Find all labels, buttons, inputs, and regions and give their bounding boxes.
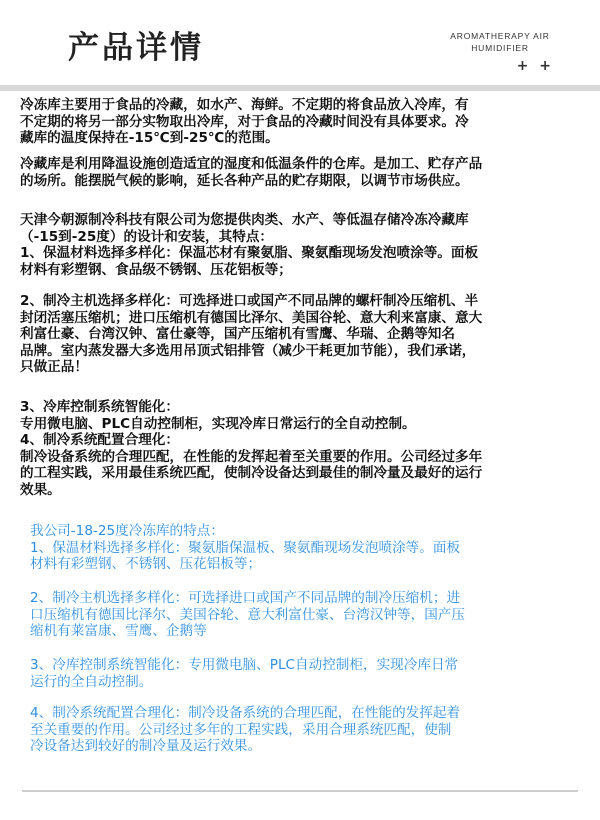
page-header: [0, 0, 600, 88]
header-divider: [0, 85, 600, 91]
page-title: 产品详情: [68, 30, 204, 66]
intro-paragraph-3: 天津今朝源制冷科技有限公司为您提供肉类、水产、等低温存储冷冻冷藏库 （-15到-25度）的设计和安装，其特点： 1、保温材料选择多样化：保温芯材有聚氨脂、聚氨酯现场发泡喷涂等。面板 材料有彩塑钢、食品级不锈钢、压花铝板等；: [20, 212, 479, 278]
feature-paragraph-1: 我公司-18-25度冷冻库的特点： 1、保温材料选择多样化：聚氨脂保温板、聚氨酯现场发泡喷涂等。面板 材料有彩塑钢、不锈钢、压花铝板等；: [30, 523, 461, 572]
feature-paragraph-3: 3、冷库控制系统智能化：专用微电脑、PLC自动控制柜，实现冷库日常 运行的全自动控制。: [30, 657, 459, 690]
intro-paragraph-2: 冷藏库是利用降温设施创造适宜的湿度和低温条件的仓库。是加工、贮存产品 的场所。能摆脱气候的影响，延长各种产品的贮存期限，以调节市场供应。: [20, 156, 483, 189]
brand-label: AROMATHERAPY AIR HUMIDIFIER: [450, 31, 550, 53]
intro-paragraph-1: 冷冻库主要用于食品的冷藏，如水产、海鲜。不定期的将食品放入冷库，有 不定期的将另一部分实物取出冷库，对于食品的冷藏时间没有具体要求。冷 藏库的温度保持在-15℃到-25℃的范围。: [20, 97, 469, 146]
plus-decoration: + +: [516, 58, 554, 74]
feature-paragraph-2: 2、制冷主机选择多样化：可选择进口或国产不同品牌的制冷压缩机；进 口压缩机有德国比泽尔、美国谷轮、意大利富仕豪、台湾汉钟等，国产压 缩机有莱富康、雪鹰、企鹅等: [30, 590, 465, 639]
feature-paragraph-4: 4、制冷系统配置合理化：制冷设备系统的合理匹配，在性能的发挥起着 至关重要的作用。公司经过多年的工程实践，采用合理系统匹配，使制 冷设备达到较好的制冷量及运行效果。: [30, 705, 461, 754]
footer-divider: [22, 790, 578, 792]
intro-paragraph-5: 3、冷库控制系统智能化： 专用微电脑、PLC自动控制柜，实现冷库日常运行的全自动控制。 4、制冷系统配置合理化： 制冷设备系统的合理匹配，在性能的发挥起着至关重要的作用。公司经过多年 的工程实践，采用最佳系统匹配，使制冷设备达到最佳的制冷量及最好的运行 效果。: [20, 399, 483, 498]
intro-paragraph-4: 2、制冷主机选择多样化：可选择进口或国产不同品牌的螺杆制冷压缩机、半 封闭活塞压缩机；进口压缩机有德国比泽尔、美国谷轮、意大利来富康、意大 利富仕豪、台湾汉钟、富仕豪等，国产压缩机有雪鹰、华瑞、企鹅等知名 品牌。室内蒸发器大多选用吊顶式铝排管（减少干耗更加节能），我们承诺， 只做正品！: [20, 293, 483, 375]
